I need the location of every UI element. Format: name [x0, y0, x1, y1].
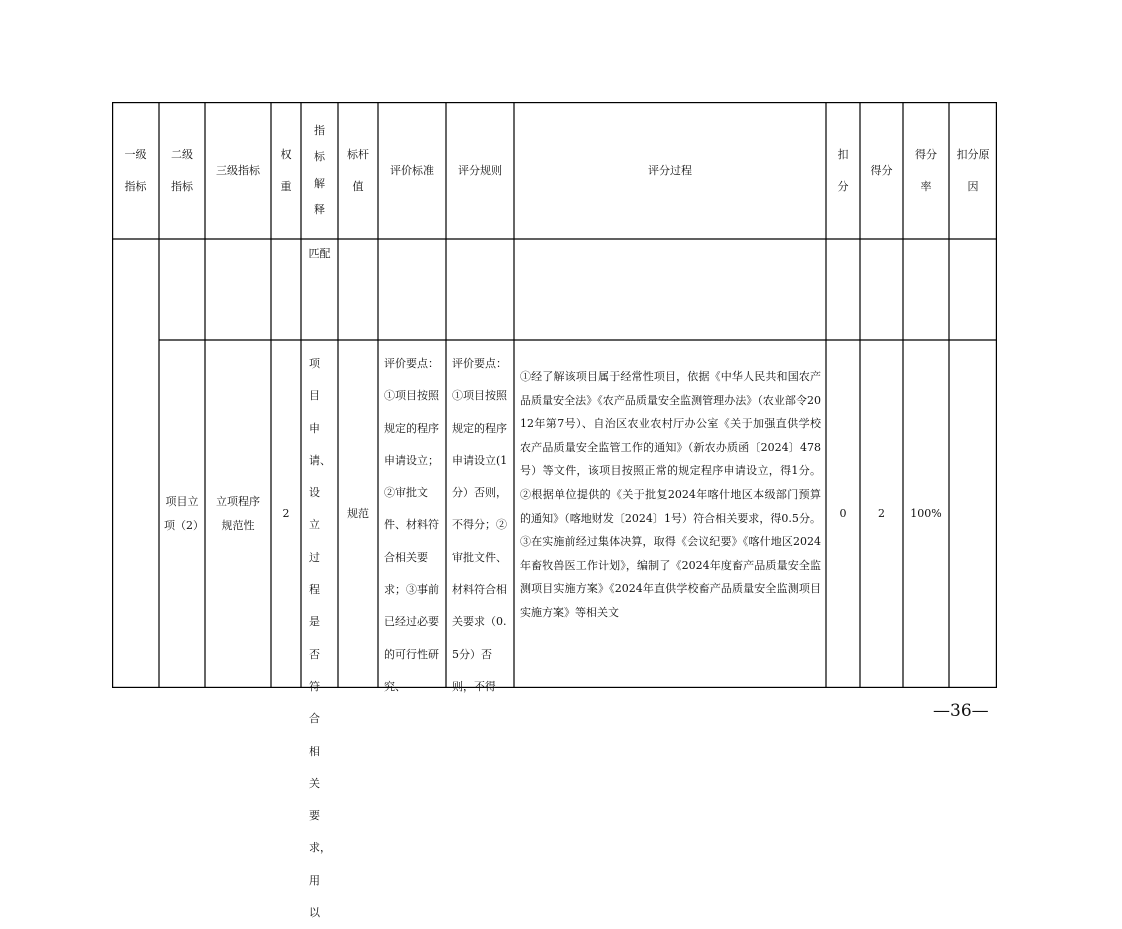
header-eval-standard [378, 102, 446, 239]
header-indicator-explanation [301, 102, 338, 239]
page-number: —36— [933, 701, 989, 721]
header-weight-text: 权重 [280, 147, 292, 193]
header-scoring-rule-text: 评分规则 [458, 163, 502, 177]
row-score-rate-text: 100% [910, 507, 942, 520]
header-scoring-process [514, 102, 826, 239]
header-level2 [159, 102, 205, 239]
continued-indicator-explanation [301, 239, 338, 340]
header-deduction-text: 扣分 [837, 147, 849, 193]
row-deduction-text: 0 [839, 507, 847, 520]
header-level3-text: 三级指标 [216, 163, 260, 177]
header-level1-text: 一级指标 [124, 147, 147, 193]
row-indicator-explanation [301, 348, 338, 920]
header-score-rate [903, 102, 949, 239]
header-level1 [112, 102, 159, 239]
row-indicator-explanation-text: 项目申请、设立过程是否符合相关要求，用以 [309, 357, 331, 920]
row-level2 [159, 340, 205, 688]
row-score-text: 2 [878, 507, 885, 520]
header-deduction-reason-text: 扣分原因 [956, 147, 990, 193]
row-eval-standard [378, 348, 446, 693]
header-scoring-rule [446, 102, 514, 239]
row-level3 [205, 340, 271, 688]
row-deduction-reason [949, 340, 997, 688]
header-level3 [205, 102, 271, 239]
row-deduction [826, 340, 860, 688]
header-level2-text: 二级指标 [171, 147, 193, 193]
row-level3-text: 立项程序规范性 [216, 495, 260, 532]
row-score [860, 340, 903, 688]
header-deduction-reason [949, 102, 997, 239]
header-score [860, 102, 903, 239]
header-score-rate-text: 得分率 [915, 147, 937, 193]
header-deduction [826, 102, 860, 239]
row-score-rate [903, 340, 949, 688]
header-indicator-explanation-text: 指标解释 [314, 123, 325, 216]
row-weight [271, 340, 301, 688]
row-scoring-rule-text: 评价要点：①项目按照规定的程序申请设立(1分）否则，不得分；②审批文件、材料符合相关要求（0.5分）否则，不得 [452, 357, 508, 693]
continued-indicator-explanation-text: 匹配 [308, 247, 331, 260]
header-benchmark [338, 102, 378, 239]
row-weight-text: 2 [282, 507, 290, 520]
header-eval-standard-text: 评价标准 [390, 163, 434, 177]
row-level2-text: 项目立项（2） [164, 495, 204, 532]
header-benchmark-text: 标杆值 [347, 147, 369, 193]
header-scoring-process-text: 评分过程 [648, 163, 692, 177]
row-scoring-rule [446, 348, 514, 693]
header-weight [271, 102, 301, 239]
row-scoring-process-text: ①经了解该项目属于经常性项目，依据《中华人民共和国农产品质量安全法》《农产品质量安全监测管理办法》（农业部令2012年第7号）、自治区农业农村厅办公室《关于加强直供学校农产品质量安全监管工作的通知》（新农办质函〔2024〕478号）等文件，该项目按照正常的规定程序申请设立，得1分。②根据单位提供的《关于批复2024年喀什地区本级部门预算的通知》（喀地财发〔2024〕1号）符合相关要求，得0.5分。③在实施前经过集体决算，取得《会议纪要》《喀什地区2024年畜牧兽医工作计划》，编制了《2024年度畜产品质量安全监测项目实施方案》《2024年直供学校畜产品质量安全监测项目实施方案》等相关文 [520, 370, 821, 619]
row-benchmark [338, 340, 378, 688]
header-score-text: 得分 [870, 163, 893, 177]
row-scoring-process [514, 361, 826, 688]
row-benchmark-text: 规范 [347, 507, 369, 520]
row-eval-standard-text: 评价要点：①项目按照规定的程序申请设立；②审批文件、材料符合相关要求；③事前已经过必要的可行性研究、 [384, 357, 439, 693]
